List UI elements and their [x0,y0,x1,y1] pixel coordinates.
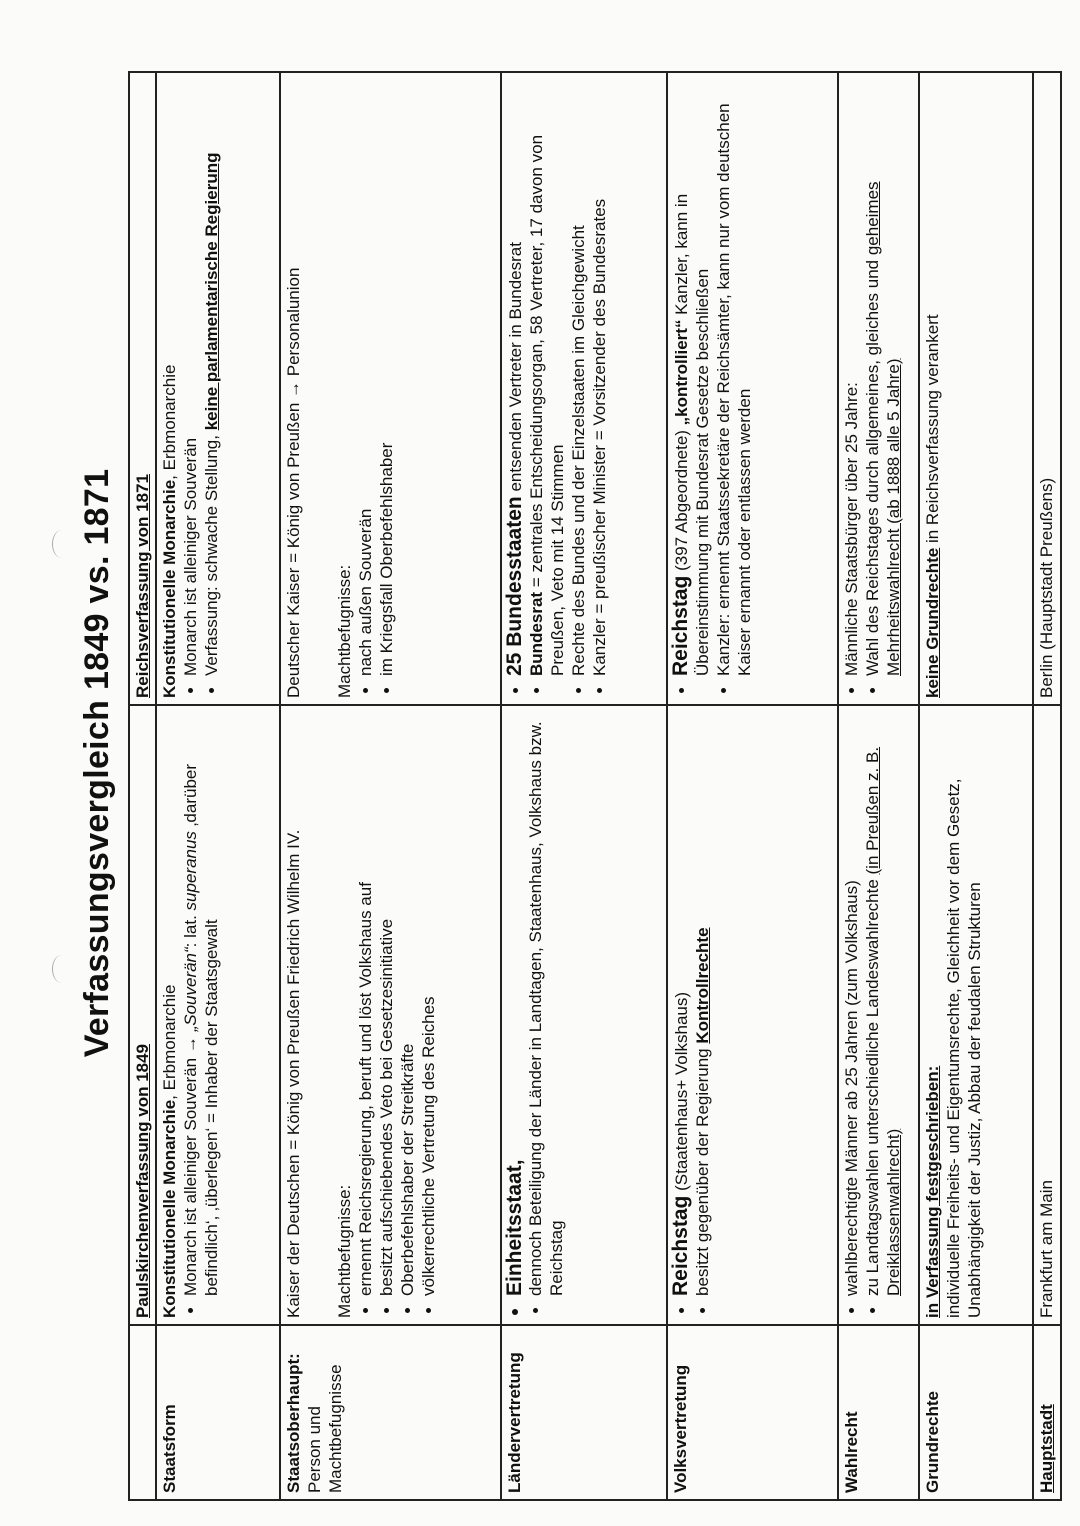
cell-1849-volksvertretung [667,705,838,1325]
list-item: • Bundesrat = zentrales Entscheidungsorgan, 58 Vertreter, 17 davon von Preußen, Veto mit 14 Stimmen [526,79,568,676]
row-label-grundrechte: Grundrechte [919,1325,1033,1500]
cell-1849-grundrechte: in Verfassung festgeschrieben: individuelle Freiheits- und Eigentumsrechte, Gleichheit vor dem Gesetz, Unabhängigkeit der Justiz, Abbau der feudalen Strukturen [919,705,1033,1325]
cell-1849-staatsoberhaupt: Kaiser der Deutschen = König von Preußen Friedrich Wilhelm IV. Machtbefugnisse: • ernennt Reichsregierung, beruft und löst Volkshaus auf • besitzt aufschiebendes Veto bei Gesetzesinitiative • Oberbefehlshaber der Streitkräfte • völkerrechtliche Vertretung des Reiches [280,705,501,1325]
list-item: • Reichstag (Staatenhaus+ Volkshaus) [670,712,692,1296]
cell-1849-hauptstadt: Frankfurt am Main [1033,705,1061,1325]
header-empty-cell [129,1325,156,1500]
list-item: • nach außen Souverän [355,79,376,676]
cell-1871-wahlrecht [838,72,919,705]
row-label-volksvertretung: Volksvertretung [667,1325,838,1500]
table-row-volksvertretung [667,72,838,1500]
cell-1849-laendervertretung [501,705,667,1325]
row-label-wahlrecht: Wahlrecht [838,1325,919,1500]
list-item: • dennoch Beteiligung der Länder in Landtagen, Staatenhaus, Volkshaus bzw. Reichstag [525,712,567,1296]
row-label-laendervertretung: Ländervertretung [501,1325,667,1500]
list-item: • Monarch ist alleiniger Souverän → „Souverän“: lat. superanus ‚darüber befindlich‘, ‚überlegen‘ = Inhaber der Staatsgewalt [180,712,222,1296]
list-item: • zu Landtagswahlen unterschiedliche Landeswahlrechte (in Preußen z. B. Dreiklassenwahlrecht) [862,712,904,1296]
row-label-staatsform: Staatsform [156,1325,280,1500]
header-1849: Paulskirchenverfassung von 1849 [129,705,156,1325]
list-item: • wahlberechtigte Männer ab 25 Jahren (zum Volkshaus) [841,712,862,1296]
list-item: • besitzt gegenüber der Regierung Kontrollrechte [692,712,713,1296]
list-item: • Oberbefehlshaber der Streitkräfte [397,712,418,1296]
cell-1849-staatsform: Konstitutionelle Monarchie, Erbmonarchie • Monarch ist alleiniger Souverän → „Souverän“: lat. superanus ‚darüber befindlich‘, ‚überlegen‘ = Inhaber der Staatsgewalt [156,705,280,1325]
cell-1871-grundrechte: keine Grundrechte in Reichsverfassung verankert [919,72,1033,705]
list-item: • ernennt Reichsregierung, beruft und löst Volkshaus auf [355,712,376,1296]
table-row-grundrechte [919,72,1033,1500]
table-row-staatsform [156,72,280,1500]
row-label-staatsoberhaupt: Staatsoberhaupt: Person und Machtbefugnisse [280,1325,501,1500]
list-item: • 25 Bundesstaaten entsenden Vertreter in Bundesrat [504,79,526,676]
cell-1871-staatsform: Konstitutionelle Monarchie, Erbmonarchie • Monarch ist alleiniger Souverän • Verfassung: schwache Stellung, keine parlamentarische Regierung [156,72,280,705]
page-title: Verfassungsvergleich 1849 vs. 1871 [78,468,116,1058]
list-item: • Rechte des Bundes und der Einzelstaaten im Gleichgewicht [568,79,589,676]
list-item: • Verfassung: schwache Stellung, keine parlamentarische Regierung [201,79,222,676]
cell-1849-wahlrecht [838,705,919,1325]
punch-hole-mark [52,530,71,558]
cell-1871-staatsoberhaupt: Deutscher Kaiser = König von Preußen → Personalunion Machtbefugnisse: • nach außen Souverän • im Kriegsfall Oberbefehlshaber [280,72,501,705]
header-1871: Reichsverfassung von 1871 [129,72,156,705]
list-item: • Reichstag (397 Abgeordnete) „kontrolliert“ Kanzler, kann in Übereinstimmung mit Bundesrat Gesetze beschließen [670,79,713,676]
row-label-hauptstadt: Hauptstadt [1033,1325,1061,1500]
table-header-row [129,72,156,1500]
list-item: • im Kriegsfall Oberbefehlshaber [376,79,397,676]
list-item: • Männliche Staatsbürger über 25 Jahre: [841,79,862,676]
cell-1871-hauptstadt: Berlin (Hauptstadt Preußens) [1033,72,1061,705]
list-item: • Monarch ist alleiniger Souverän [180,79,201,676]
list-item: • Einheitsstaat, [504,712,525,1296]
table-row-staatsoberhaupt [280,72,501,1500]
table-row-laendervertretung [501,72,667,1500]
list-item: • Kanzler: ernennt Staatssekretäre der Reichsämter, kann nur vom deutschen Kaiser ernannt oder entlassen werden [713,79,755,676]
list-item: • Wahl des Reichstages durch allgemeines, gleiches und geheimes Mehrheitswahlrecht (ab 1888 alle 5 Jahre) [862,79,904,676]
table-row-hauptstadt [1033,72,1061,1500]
list-item: • völkerrechtliche Vertretung des Reiches [418,712,439,1296]
list-item: • besitzt aufschiebendes Veto bei Gesetzesinitiative [376,712,397,1296]
list-item: • Kanzler = preußischer Minister = Vorsitzender des Bundesrates [589,79,610,676]
cell-1871-laendervertretung [501,72,667,705]
table-row-wahlrecht [838,72,919,1500]
cell-1871-volksvertretung [667,72,838,705]
punch-hole-mark [52,955,71,983]
comparison-table [128,71,1062,1501]
